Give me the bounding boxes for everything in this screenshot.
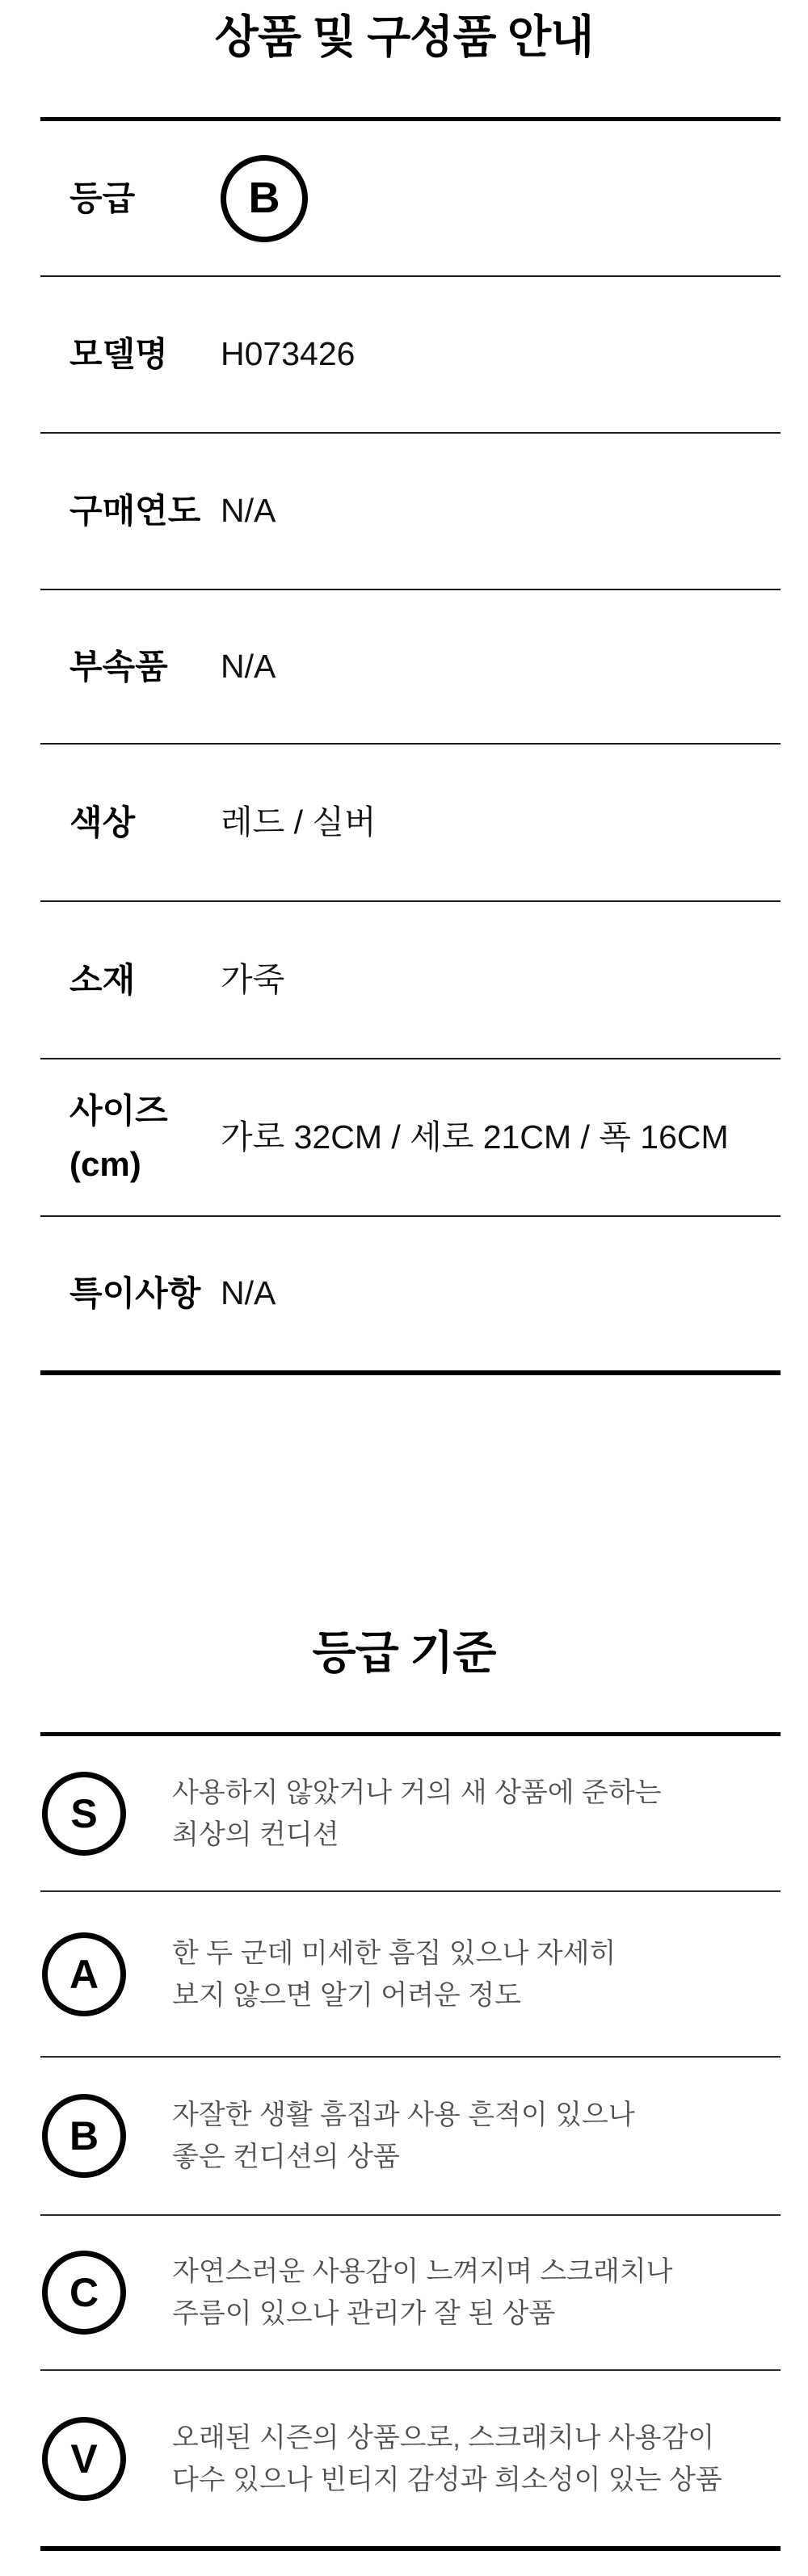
spec-value-size: 가로 32CM / 세로 21CM / 폭 16CM xyxy=(221,1118,729,1156)
spec-row-notes xyxy=(40,1217,781,1370)
spec-row-purchase-year xyxy=(40,434,781,590)
grade-row-b xyxy=(40,2058,781,2216)
spec-label-purchase-year: 구매연도 xyxy=(69,492,201,531)
spec-label-notes: 특이사항 xyxy=(69,1274,201,1313)
grade-c-letter: C xyxy=(69,2270,99,2315)
grade-s-description xyxy=(172,1772,662,1856)
grade-b-criteria-letter: B xyxy=(69,2113,99,2159)
grade-v-letter: V xyxy=(70,2435,98,2482)
spec-value-material: 가죽 xyxy=(221,960,285,998)
product-spec-table xyxy=(40,117,781,1375)
grade-a-description-line2: 보지 않으면 알기 어려운 정도 xyxy=(172,1979,521,2011)
grade-b-description-line2: 좋은 컨디션의 상품 xyxy=(172,2142,400,2172)
spec-label-size: 사이즈 (cm) xyxy=(69,1092,168,1183)
grade-row-a xyxy=(40,1892,781,2058)
spec-label-grade: 등급 xyxy=(69,178,136,217)
grade-c-badge-icon xyxy=(42,2251,126,2335)
spec-label-accessories: 부속품 xyxy=(69,647,168,686)
grade-a-description xyxy=(172,1932,616,2016)
grade-row-s xyxy=(40,1736,781,1892)
spec-label-material: 소재 xyxy=(69,960,136,999)
grade-criteria-table xyxy=(40,1732,781,2551)
spec-row-size xyxy=(40,1059,781,1217)
spec-value-purchase-year: N/A xyxy=(221,492,276,530)
grade-s-description-line2: 최상의 컨디션 xyxy=(172,1819,339,1850)
spec-row-color xyxy=(40,745,781,902)
grade-row-v xyxy=(40,2371,781,2546)
spec-value-accessories: N/A xyxy=(221,647,276,685)
grade-section-title: 등급 기준 xyxy=(312,1627,496,1678)
grade-row-c xyxy=(40,2216,781,2371)
grade-c-description-line2: 주름이 있으나 관리가 잘 된 상품 xyxy=(172,2298,556,2329)
grade-v-description-line2: 다수 있으나 빈티지 감성과 희소성이 있는 상품 xyxy=(172,2464,722,2495)
spec-row-grade xyxy=(40,121,781,277)
spec-value-notes: N/A xyxy=(221,1274,276,1312)
spec-label-color: 색상 xyxy=(69,803,136,841)
spec-value-color: 레드 / 실버 xyxy=(221,803,377,841)
spec-row-accessories xyxy=(40,590,781,745)
grade-a-letter: A xyxy=(69,1951,99,1997)
grade-a-description-line1: 한 두 군데 미세한 흠집 있으나 자세히 xyxy=(172,1937,617,1969)
grade-b-criteria-badge-icon xyxy=(42,2094,126,2178)
grade-s-badge-icon xyxy=(42,1772,126,1856)
grade-v-description xyxy=(172,2417,722,2501)
grade-b-badge-letter: B xyxy=(248,174,280,223)
grade-a-badge-icon xyxy=(42,1932,126,2016)
grade-c-description xyxy=(172,2251,673,2335)
spec-row-material xyxy=(40,902,781,1059)
spec-label-model: 모델명 xyxy=(69,335,168,374)
grade-b-description xyxy=(172,2094,635,2178)
spec-row-model xyxy=(40,277,781,434)
spec-value-grade xyxy=(221,155,781,242)
grade-v-badge-icon xyxy=(42,2417,126,2501)
grade-b-badge-icon xyxy=(221,155,308,242)
grade-b-description-line1: 자잘한 생활 흠집과 사용 흔적이 있으나 xyxy=(172,2100,635,2130)
grade-s-description-line1: 사용하지 않았거나 거의 새 상품에 준하는 xyxy=(172,1777,662,1808)
spec-value-model: H073426 xyxy=(221,335,356,373)
grade-c-description-line1: 자연스러운 사용감이 느껴지며 스크래치나 xyxy=(172,2256,673,2287)
grade-v-description-line1: 오래된 시즌의 상품으로, 스크래치나 사용감이 xyxy=(172,2422,715,2453)
grade-s-letter: S xyxy=(70,1790,98,1836)
product-section-title: 상품 및 구성품 안내 xyxy=(214,11,594,62)
